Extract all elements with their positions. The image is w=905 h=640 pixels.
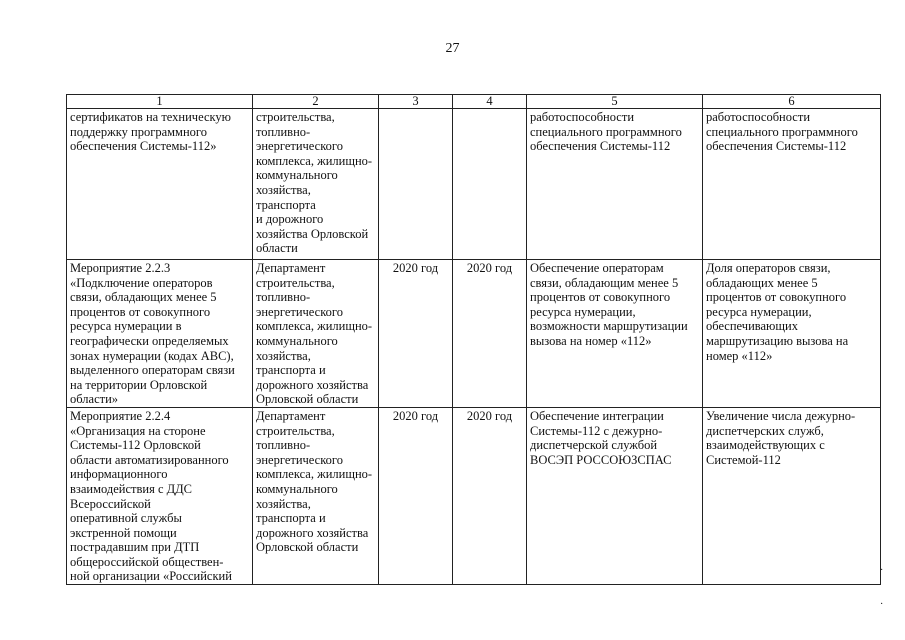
cell-executor: Департамент строительства, топливно- энергетического комплекса, жилищно- коммунального хозяйства, транспорта и дорожного хозяйства Орловской области: [253, 407, 379, 584]
header-row: [67, 95, 881, 109]
table-row: [67, 109, 881, 260]
page-number: 27: [445, 41, 460, 56]
cell-indicator: Доля операторов связи, обладающих менее 5 процентов от совокупного ресурса нумерации, обеспечивающих маршрутизацию вызова на номер «112»: [703, 260, 881, 408]
column-header-3: 3: [379, 95, 453, 109]
column-header-1: 1: [67, 95, 253, 109]
cell-measure: Мероприятие 2.2.3 «Подключение операторов связи, обладающих менее 5 процентов от совокупного ресурса нумерации в географически определяемых зонах нумерации (кодах АВС), выделенного операторам связи на территории Орловской области»: [67, 260, 253, 408]
table-row: [67, 260, 881, 408]
cell-expected-result: Обеспечение операторам связи, обладающим менее 5 процентов от совокупного ресурса нумерации, возможности маршрутизации вызова на номер «112»: [527, 260, 703, 408]
cell-start: [379, 109, 453, 260]
cell-start: 2020 год: [379, 260, 453, 408]
column-header-5: 5: [527, 95, 703, 109]
column-header-4: 4: [453, 95, 527, 109]
cell-expected-result: работоспособности специального программного обеспечения Системы-112: [527, 109, 703, 260]
cell-indicator: работоспособности специального программного обеспечения Системы-112: [703, 109, 881, 260]
cell-measure: сертификатов на техническую поддержку программного обеспечения Системы-112»: [67, 109, 253, 260]
cell-measure: Мероприятие 2.2.4 «Организация на стороне Системы-112 Орловской области автоматизированного информационного взаимодействия с ДДС Всероссийской оперативной службы экстренной помощи пострадавшим при ДТП общероссийской обществен- ной организации «Российский: [67, 407, 253, 584]
column-header-2: 2: [253, 95, 379, 109]
scan-speck: ·: [880, 565, 884, 576]
cell-executor: Департамент строительства, топливно- энергетического комплекса, жилищно- коммунального хозяйства, транспорта и дорожного хозяйства Орловской области: [253, 260, 379, 408]
cell-expected-result: Обеспечение интеграции Системы-112 с дежурно- диспетчерской службой ВОСЭП РОССОЮЗСПАС: [527, 407, 703, 584]
cell-end: 2020 год: [453, 260, 527, 408]
cell-executor: строительства, топливно- энергетического комплекса, жилищно- коммунального хозяйства, транспорта и дорожного хозяйства Орловской области: [253, 109, 379, 260]
measures-table: [66, 94, 884, 585]
cell-end: [453, 109, 527, 260]
table-row: [67, 407, 881, 584]
cell-indicator: Увеличение числа дежурно- диспетчерских служб, взаимодействующих с Системой-112: [703, 407, 881, 584]
column-header-6: 6: [703, 95, 881, 109]
cell-end: 2020 год: [453, 407, 527, 584]
scan-speck: ·: [880, 599, 884, 610]
cell-start: 2020 год: [379, 407, 453, 584]
